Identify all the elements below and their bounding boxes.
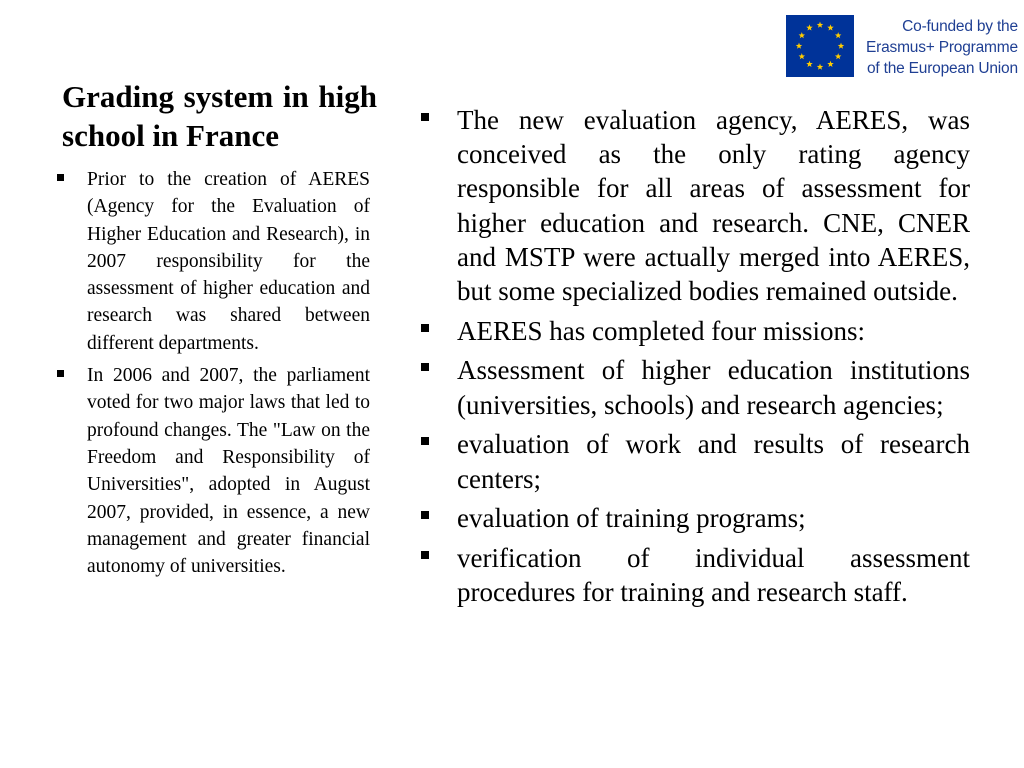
- eu-star-icon: [827, 24, 833, 30]
- slide-title: Grading system in high school in France: [62, 79, 377, 153]
- right-bullet-text: evaluation of work and results of research centers;: [457, 429, 970, 494]
- right-bullet-text: evaluation of training programs;: [457, 503, 806, 534]
- eu-star-icon: [806, 61, 812, 67]
- eu-flag-icon: [786, 15, 854, 77]
- eu-star-icon: [799, 32, 805, 38]
- square-bullet-icon: [421, 363, 429, 371]
- cofunding-line-2: Erasmus+ Programme: [866, 39, 1018, 56]
- erasmus-cofunding-logo: [786, 15, 1016, 81]
- eu-star-icon: [835, 53, 841, 59]
- eu-star-icon: [799, 53, 805, 59]
- right-bullet-text: verification of individual assessment procedures for training and research staff.: [457, 542, 970, 608]
- right-bullet-item-6: [418, 541, 970, 609]
- right-bullet-item-2: [418, 314, 970, 348]
- square-bullet-icon: [57, 370, 64, 377]
- right-bullet-list: [418, 103, 970, 615]
- square-bullet-icon: [57, 174, 64, 181]
- left-bullet-text: Prior to the creation of AERES (Agency for the Evaluation of Higher Education and Research), in 2007 responsibility for the assessment of higher education and research was shared between different departments.: [87, 169, 370, 354]
- eu-star-icon: [796, 43, 802, 49]
- eu-star-icon: [827, 61, 833, 67]
- square-bullet-icon: [421, 324, 429, 332]
- left-bullet-text: In 2006 and 2007, the parliament voted for two major laws that led to profound changes. The "Law on the Freedom and Responsibility of Universities", adopted in August 2007, provided, in essence, a new management and greater financial autonomy of universities.: [87, 365, 370, 578]
- right-bullet-item-1: [418, 103, 970, 308]
- right-bullet-item-4: [418, 427, 970, 495]
- cofunding-line-1: Co-funded by the: [902, 18, 1018, 35]
- cofunding-text: [866, 16, 1018, 79]
- left-bullet-list: [56, 166, 370, 585]
- eu-star-icon: [806, 24, 812, 30]
- right-bullet-text: The new evaluation agency, AERES, was conceived as the only rating agency responsible for all areas of assessment for higher education and research. CNE, CNER and MSTP were actually merged into AERES, but some specialized bodies remained outside.: [457, 105, 970, 307]
- right-bullet-item-3: [418, 353, 970, 421]
- eu-star-icon: [817, 22, 823, 28]
- right-bullet-text: AERES has completed four missions:: [457, 315, 865, 346]
- eu-star-icon: [835, 32, 841, 38]
- cofunding-line-3: of the European Union: [866, 60, 1018, 77]
- square-bullet-icon: [421, 437, 429, 445]
- square-bullet-icon: [421, 511, 429, 519]
- right-bullet-item-5: [418, 501, 970, 535]
- square-bullet-icon: [421, 551, 429, 559]
- right-bullet-text: Assessment of higher education institutions (universities, schools) and research agencies;: [457, 355, 970, 420]
- eu-star-icon: [838, 43, 844, 49]
- eu-star-icon: [817, 64, 823, 70]
- left-bullet-item-2: [56, 362, 370, 580]
- square-bullet-icon: [421, 113, 429, 121]
- left-bullet-item-1: [56, 166, 370, 357]
